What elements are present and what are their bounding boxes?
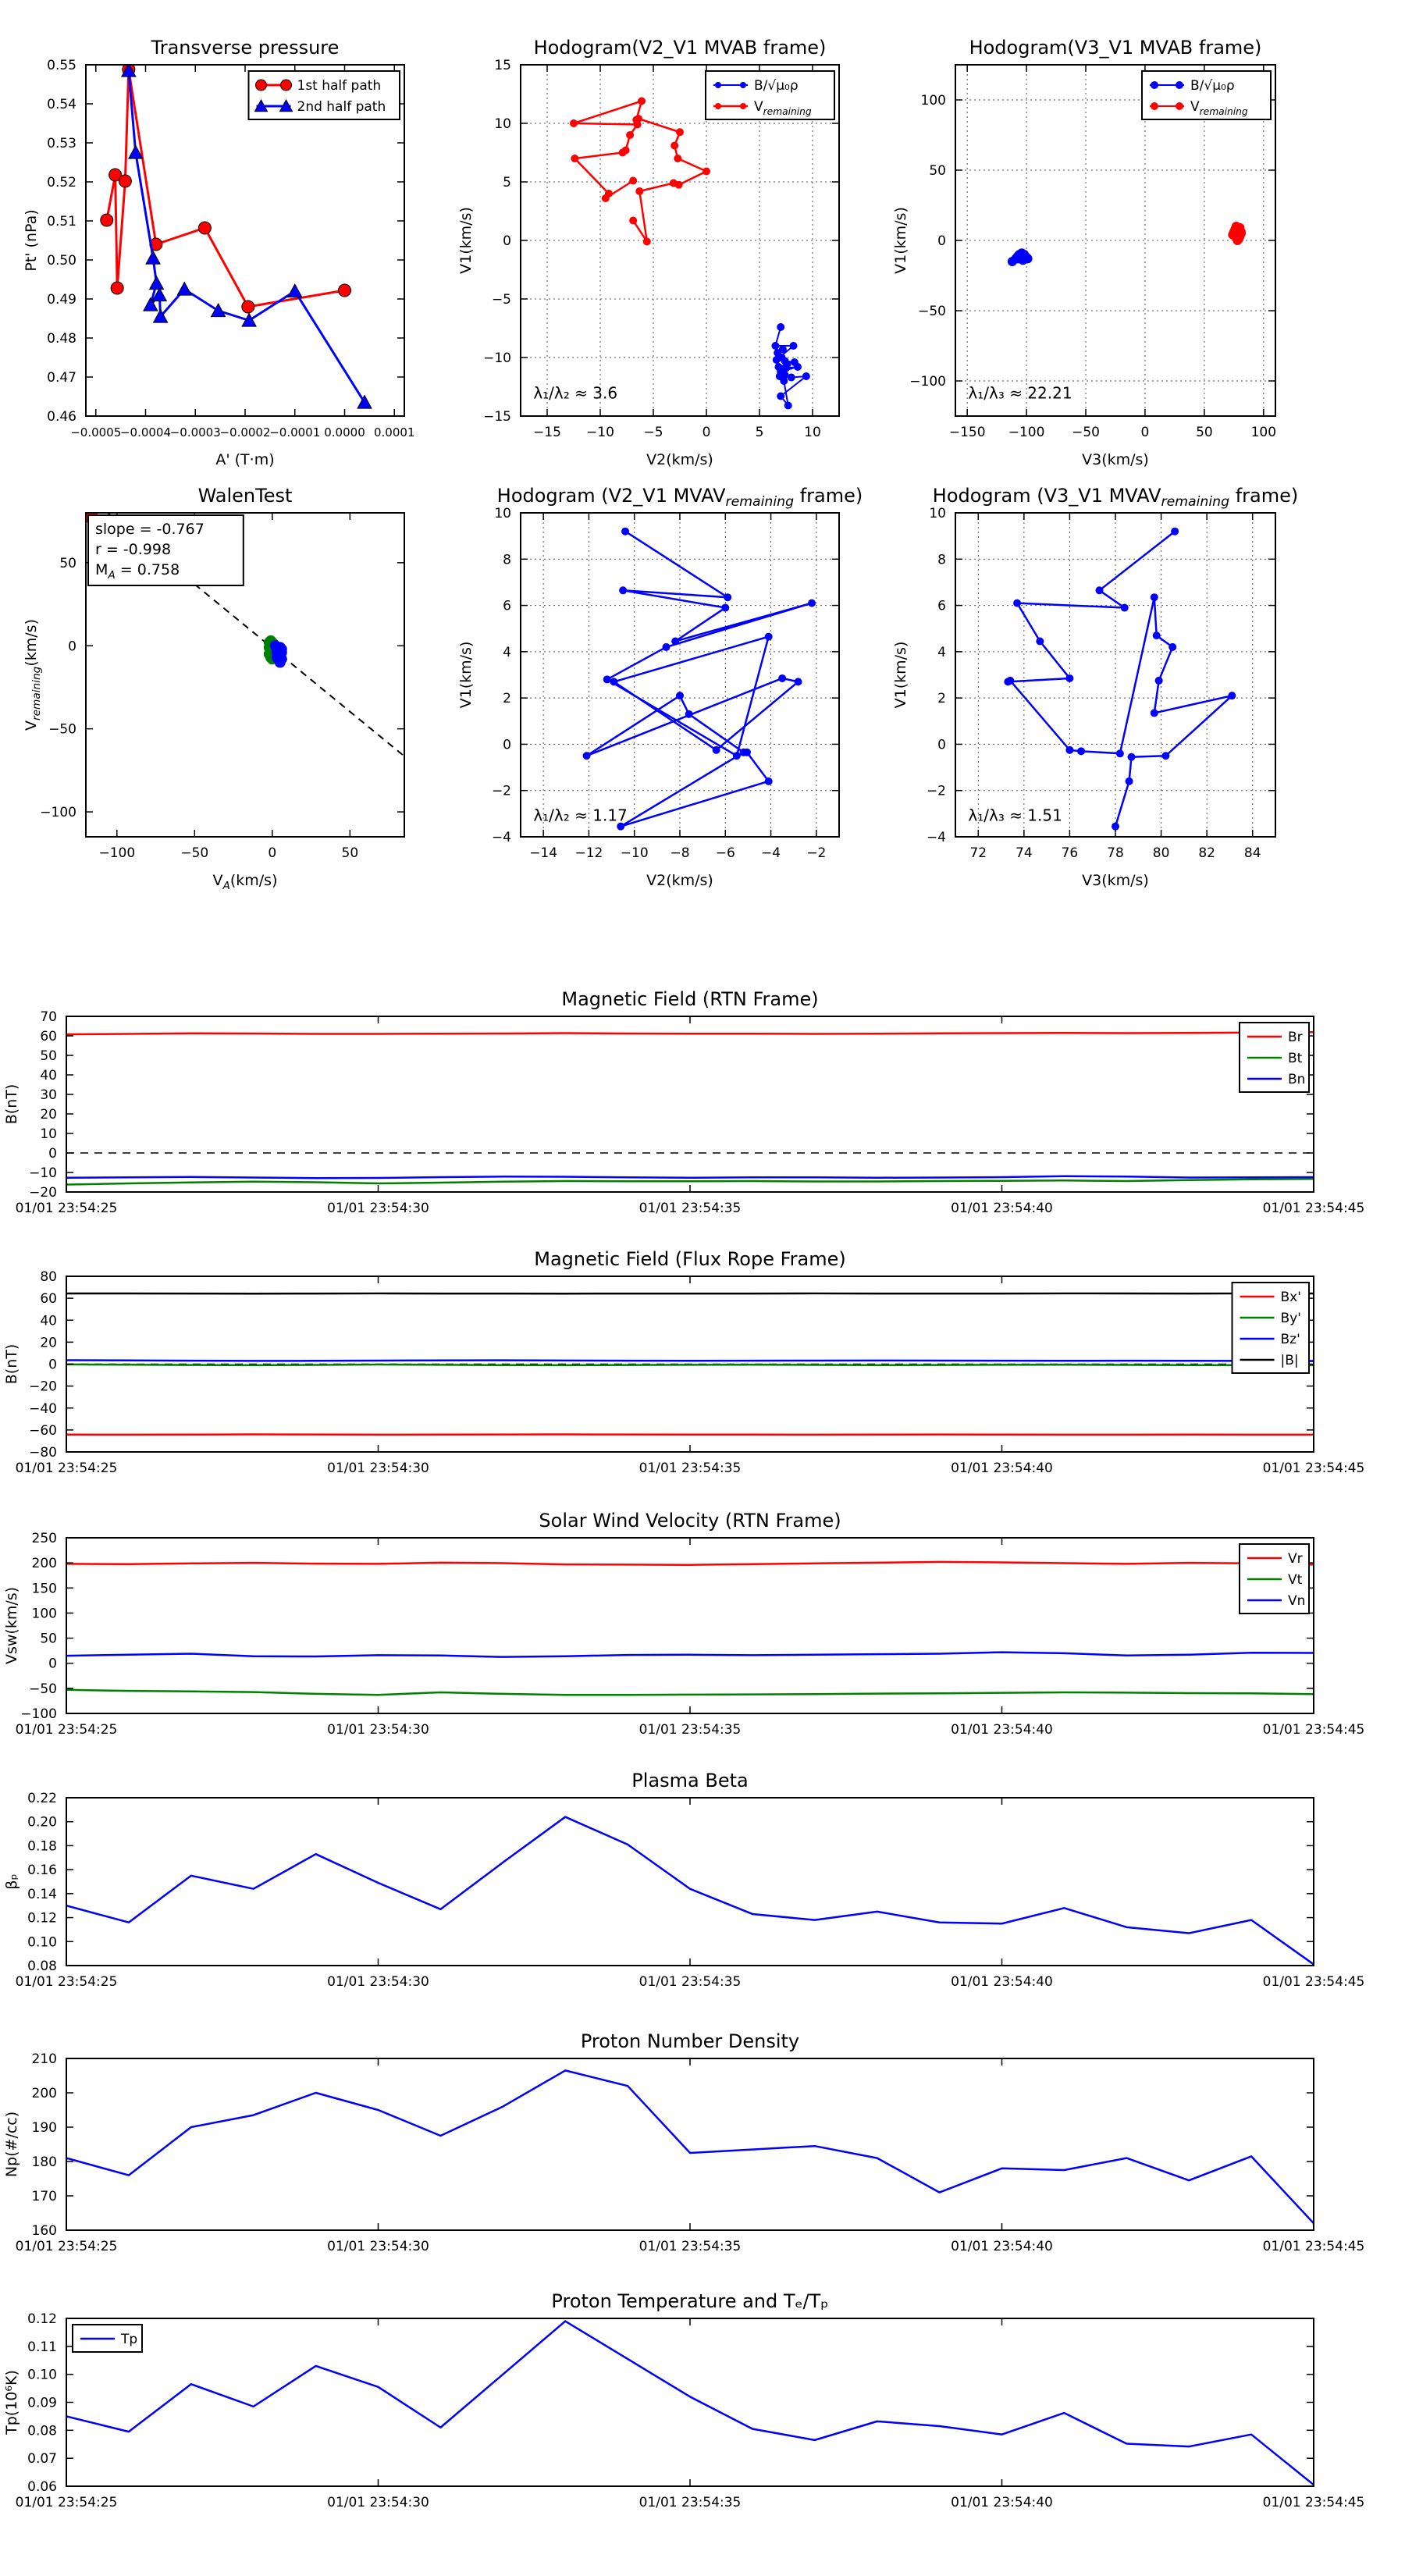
chart-title: Transverse pressure [151, 37, 340, 59]
x-tick-label: 10 [804, 425, 821, 440]
chart-canvas-proton-density [3, 2030, 1365, 2254]
y-tick-label: 2 [503, 691, 511, 707]
chart-title: Solar Wind Velocity (RTN Frame) [539, 1510, 841, 1532]
y-tick-label: 20 [40, 1107, 57, 1123]
y-tick-label: 50 [59, 555, 76, 571]
y-tick-label: 4 [937, 644, 946, 660]
y-tick-label: 40 [40, 1068, 57, 1083]
chart-canvas-plasma-beta [3, 1770, 1365, 1990]
y-tick-label: 20 [40, 1335, 57, 1351]
chart-panel-vsw-rtn [3, 1510, 1365, 1738]
legend [706, 71, 834, 119]
y-tick-label: −10 [29, 1165, 57, 1181]
y-tick-label: 100 [920, 93, 946, 109]
y-tick-label: −10 [483, 350, 511, 366]
y-axis-label: V1(km/s) [892, 207, 909, 274]
x-tick-label: −50 [180, 845, 209, 861]
y-tick-label: 190 [31, 2120, 57, 2136]
x-tick-label: 76 [1061, 845, 1079, 861]
chart-canvas-hodogram-v2v1-mvav [457, 485, 863, 889]
x-tick-label: −10 [620, 845, 649, 861]
y-tick-label: 170 [31, 2189, 57, 2204]
y-axis-label: Pt' (nPa) [23, 209, 40, 272]
y-tick-label: 0.48 [47, 331, 76, 347]
y-tick-label: 0.18 [27, 1838, 57, 1855]
series-vr [66, 1562, 1314, 1565]
legend [1142, 71, 1271, 119]
stats-box [88, 515, 244, 585]
chart-panel-hodogram-v3v1-mvav [892, 485, 1299, 889]
x-tick-label: 01/01 23:54:25 [15, 1201, 118, 1216]
y-tick-label: −4 [491, 830, 511, 845]
y-tick-label: 2 [937, 691, 946, 707]
y-tick-label: 0.07 [27, 2451, 57, 2467]
legend-label: Vn [1288, 1593, 1306, 1609]
y-tick-label: 0.46 [47, 409, 76, 425]
y-tick-label: 0.09 [27, 2395, 57, 2411]
x-tick-label: 01/01 23:54:25 [15, 1461, 118, 1476]
series-bt [66, 1179, 1314, 1184]
x-tick-label: 82 [1198, 845, 1215, 861]
chart-canvas-walen-test [23, 485, 404, 892]
chart-panel-proton-temp [3, 2290, 1365, 2510]
chart-title: Plasma Beta [631, 1770, 749, 1791]
plot-area-vsw-rtn [66, 1562, 1314, 1695]
y-tick-label: −100 [909, 374, 946, 390]
x-tick-label: 01/01 23:54:40 [951, 2495, 1053, 2510]
y-tick-label: 0 [48, 1656, 57, 1672]
annotation: λ₁/λ₃ ≈ 22.21 [968, 383, 1072, 403]
y-tick-label: 160 [31, 2223, 57, 2239]
y-tick-label: −20 [29, 1379, 57, 1395]
y-tick-label: 0.55 [47, 58, 76, 73]
x-tick-label: 01/01 23:54:35 [638, 1974, 742, 1990]
y-tick-label: 0.50 [47, 253, 76, 269]
y-axis-label: $V_{remaining}(km/s)$ [23, 619, 43, 731]
series-np [66, 2070, 1314, 2223]
x-tick-label: −0.0001 [269, 425, 321, 439]
x-tick-label: −12 [574, 845, 603, 861]
x-tick-label: −14 [529, 845, 558, 861]
y-tick-label: 0.53 [47, 136, 76, 151]
x-tick-label: 01/01 23:54:30 [327, 1201, 429, 1216]
chart-panel-transverse-pressure [23, 37, 415, 468]
y-axis-label: V1(km/s) [892, 641, 909, 709]
plot-area-b-fluxrope [66, 1293, 1314, 1435]
x-tick-label: 01/01 23:54:40 [951, 1461, 1053, 1476]
y-tick-label: 10 [40, 1126, 57, 1142]
x-axis-label: V2(km/s) [646, 451, 713, 468]
y-tick-label: 80 [40, 1269, 57, 1285]
x-tick-label: 01/01 23:54:40 [951, 2239, 1053, 2254]
x-tick-label: 0.0001 [374, 425, 415, 439]
y-tick-label: 250 [31, 1531, 57, 1546]
x-tick-label: −0.0005 [70, 425, 122, 439]
x-tick-label: −0.0002 [219, 425, 271, 439]
x-tick-label: 01/01 23:54:40 [951, 1974, 1053, 1990]
plot-area-proton-temp [66, 2322, 1314, 2485]
y-tick-label: 0.47 [47, 370, 76, 386]
chart-panel-walen-test [23, 485, 404, 892]
y-tick-label: 0.12 [27, 2311, 57, 2327]
x-tick-label: −5 [643, 425, 663, 440]
y-tick-label: 0.11 [27, 2339, 57, 2355]
y-tick-label: −2 [926, 783, 946, 799]
chart-canvas-hodogram-v2v1-mvab [457, 37, 839, 468]
y-tick-label: 50 [929, 163, 946, 179]
legend [249, 71, 400, 119]
legend-label: Bt [1288, 1051, 1303, 1066]
y-tick-label: −50 [29, 1681, 57, 1697]
chart-panel-b-rtn [3, 988, 1365, 1216]
plot-area-hodogram-v3v1-mvav [955, 513, 1275, 837]
x-tick-label: −2 [806, 845, 827, 861]
x-tick-label: 0 [268, 845, 277, 861]
chart-canvas-proton-temp [3, 2290, 1365, 2510]
legend-label: Tp [121, 2332, 138, 2347]
y-tick-label: 10 [929, 506, 946, 521]
y-tick-label: 0.10 [27, 1934, 57, 1951]
legend-label: 2nd half path [297, 99, 386, 115]
y-tick-label: −100 [20, 1706, 57, 1722]
y-axis-label: B(nT) [3, 1083, 20, 1125]
chart-canvas-b-fluxrope [3, 1248, 1365, 1476]
y-tick-label: 0.06 [27, 2479, 57, 2495]
y-axis-label: V1(km/s) [457, 207, 475, 274]
series-v-path [583, 528, 816, 831]
series-bn [66, 1176, 1314, 1179]
y-tick-label: 0.08 [27, 1959, 57, 1974]
series-tp [66, 2322, 1314, 2485]
series-vremaining [570, 98, 710, 246]
x-tick-label: 84 [1243, 845, 1261, 861]
y-tick-label: 0 [937, 233, 946, 249]
y-tick-label: −5 [491, 292, 511, 308]
x-tick-label: −0.0004 [119, 425, 172, 439]
y-tick-label: 200 [31, 2086, 57, 2101]
y-tick-label: −50 [918, 304, 946, 319]
plot-area-plasma-beta [66, 1817, 1314, 1965]
x-tick-label: 01/01 23:54:35 [638, 1201, 742, 1216]
x-axis-label: V3(km/s) [1082, 872, 1149, 889]
series-v-path [1004, 528, 1236, 831]
y-tick-label: 0.10 [27, 2367, 57, 2383]
y-tick-label: 60 [40, 1029, 57, 1044]
legend [1240, 1544, 1309, 1614]
legend-label: |B| [1280, 1353, 1299, 1368]
x-tick-label: 01/01 23:54:40 [951, 1201, 1053, 1216]
x-axis-label: $V_A(km/s)$ [212, 872, 278, 892]
x-axis-label: V3(km/s) [1082, 451, 1149, 468]
x-tick-label: 5 [755, 425, 764, 440]
x-tick-label: −0.0003 [169, 425, 221, 439]
y-tick-label: 0 [68, 639, 76, 655]
legend [1240, 1023, 1309, 1092]
x-tick-label: 01/01 23:54:30 [327, 1722, 429, 1738]
y-tick-label: 0.12 [27, 1910, 57, 1927]
y-tick-label: 0.14 [27, 1886, 57, 1902]
y-tick-label: 70 [40, 1009, 57, 1025]
y-tick-label: −60 [29, 1422, 57, 1439]
y-tick-label: 0.16 [27, 1863, 57, 1879]
x-tick-label: 01/01 23:54:45 [1262, 1722, 1365, 1738]
chart-panel-plasma-beta [3, 1770, 1365, 1990]
chart-canvas-transverse-pressure [23, 37, 415, 468]
y-axis-label: V1(km/s) [457, 641, 475, 709]
legend-label: Bz' [1280, 1332, 1300, 1347]
x-tick-label: 80 [1152, 845, 1170, 861]
x-tick-label: 50 [1196, 425, 1213, 440]
x-tick-label: 01/01 23:54:35 [638, 1722, 742, 1738]
chart-panel-hodogram-v2v1-mvav [457, 485, 863, 889]
x-tick-label: 0.0000 [324, 425, 365, 439]
series-vn [66, 1653, 1314, 1657]
y-tick-label: 5 [503, 175, 511, 190]
y-tick-label: 6 [503, 598, 511, 614]
series-vremaining [1228, 222, 1246, 245]
legend-label: Vt [1288, 1572, 1303, 1588]
x-tick-label: −4 [761, 845, 781, 861]
chart-title: Hodogram (V2_V1 $MVAV_{remaining}$ frame) [496, 485, 863, 510]
x-tick-label: 01/01 23:54:45 [1262, 1974, 1365, 1990]
x-tick-label: 01/01 23:54:25 [15, 2239, 118, 2254]
x-tick-label: 01/01 23:54:35 [638, 2495, 742, 2510]
x-tick-label: −6 [715, 845, 735, 861]
chart-title: Hodogram (V3_V1 $MVAV_{remaining}$ frame) [932, 485, 1299, 510]
x-tick-label: 01/01 23:54:25 [15, 1974, 118, 1990]
x-tick-label: −15 [533, 425, 561, 440]
chart-canvas-hodogram-v3v1-mvav [892, 485, 1299, 889]
series-b [771, 323, 809, 410]
x-tick-label: −100 [98, 845, 136, 861]
x-tick-label: 01/01 23:54:30 [327, 2495, 429, 2510]
x-tick-label: 78 [1107, 845, 1124, 861]
chart-panel-hodogram-v3v1-mvab [892, 37, 1277, 468]
y-axis-label: Tp(10⁶K) [3, 2370, 20, 2435]
x-tick-label: 01/01 23:54:35 [638, 1461, 742, 1476]
y-tick-label: 0.49 [47, 292, 76, 308]
y-axis-label: Np(#/cc) [3, 2111, 20, 2178]
x-tick-label: −150 [948, 425, 986, 440]
chart-panel-b-fluxrope [3, 1248, 1365, 1476]
plot-area-hodogram-v2v1-mvav [521, 513, 839, 837]
legend-label: Bx' [1280, 1290, 1301, 1305]
y-axis-label: Vsw(km/s) [3, 1586, 20, 1665]
chart-panel-proton-density [3, 2030, 1365, 2254]
x-tick-label: −8 [670, 845, 690, 861]
y-axis-label: B(nT) [3, 1343, 20, 1385]
legend-label: Bn [1288, 1072, 1306, 1087]
chart-title: Magnetic Field (RTN Frame) [561, 988, 819, 1010]
x-tick-label: 01/01 23:54:45 [1262, 2495, 1365, 2510]
y-tick-label: 200 [31, 1556, 57, 1572]
y-tick-label: 0.54 [47, 97, 76, 112]
y-tick-label: 8 [503, 552, 511, 568]
chart-title: WalenTest [197, 485, 293, 507]
stats-line: r = -0.998 [95, 541, 172, 558]
y-tick-label: 30 [40, 1087, 57, 1103]
x-tick-label: 0 [1140, 425, 1150, 440]
legend-label: Vr [1288, 1551, 1303, 1567]
x-tick-label: 01/01 23:54:30 [327, 1974, 429, 1990]
x-tick-label: 01/01 23:54:45 [1262, 1461, 1365, 1476]
y-tick-label: 40 [40, 1313, 57, 1329]
x-tick-label: 0 [702, 425, 711, 440]
series-vt [66, 1690, 1314, 1695]
x-tick-label: 01/01 23:54:25 [15, 2495, 118, 2510]
y-tick-label: 50 [40, 1048, 57, 1064]
x-tick-label: 01/01 23:54:45 [1262, 2239, 1365, 2254]
y-tick-label: 0.51 [47, 214, 76, 229]
legend-label: Br [1288, 1030, 1303, 1045]
y-tick-label: −2 [491, 783, 511, 799]
y-tick-label: −100 [40, 805, 76, 821]
y-tick-label: 4 [503, 644, 511, 660]
y-tick-label: 210 [31, 2051, 57, 2067]
x-tick-label: 01/01 23:54:25 [15, 1722, 118, 1738]
annotation: λ₁/λ₂ ≈ 3.6 [533, 383, 618, 403]
annotation: λ₁/λ₂ ≈ 1.17 [533, 806, 628, 825]
x-tick-label: −10 [586, 425, 614, 440]
x-tick-label: 100 [1250, 425, 1277, 440]
y-tick-label: 0 [503, 233, 511, 249]
legend-label: $V_{remaining}$ [754, 99, 812, 117]
x-tick-label: −50 [1072, 425, 1100, 440]
x-tick-label: 01/01 23:54:30 [327, 2239, 429, 2254]
series-br [66, 1032, 1314, 1034]
chart-canvas-hodogram-v3v1-mvab [892, 37, 1277, 468]
x-tick-label: 72 [969, 845, 987, 861]
y-tick-label: 10 [494, 506, 511, 521]
plot-area-b-rtn [66, 1032, 1314, 1184]
y-tick-label: 8 [937, 552, 946, 568]
y-tick-label: 100 [31, 1606, 57, 1622]
chart-title: Proton Number Density [580, 2030, 800, 2052]
y-tick-label: 0.52 [47, 175, 76, 190]
x-tick-label: −100 [1008, 425, 1045, 440]
x-tick-label: 01/01 23:54:40 [951, 1722, 1053, 1738]
y-tick-label: 10 [494, 116, 511, 132]
series-by [66, 1364, 1314, 1365]
chart-panel-hodogram-v2v1-mvab [457, 37, 839, 468]
y-tick-label: 0.20 [27, 1814, 57, 1831]
y-tick-label: 0 [937, 737, 946, 753]
legend [1232, 1283, 1310, 1373]
chart-title: Proton Temperature and Tₑ/Tₚ [551, 2290, 829, 2312]
y-tick-label: 0.08 [27, 2423, 57, 2439]
legend-label: By' [1280, 1311, 1301, 1326]
y-tick-label: 50 [40, 1631, 57, 1647]
y-tick-label: 15 [494, 58, 511, 73]
y-tick-label: 0 [503, 737, 511, 753]
stats-line: slope = -0.767 [95, 521, 205, 538]
stats-line: $M_A = 0.758$ [95, 561, 180, 582]
chart-canvas-vsw-rtn [3, 1510, 1365, 1738]
legend-label: $V_{remaining}$ [1190, 99, 1248, 117]
y-tick-label: 60 [40, 1291, 57, 1308]
chart-title: Hodogram(V3_V1 MVAB frame) [969, 37, 1262, 59]
y-tick-label: −4 [926, 830, 946, 845]
series-b [1008, 248, 1033, 266]
x-tick-label: 50 [341, 845, 359, 861]
y-tick-label: −50 [48, 721, 76, 738]
y-tick-label: −20 [29, 1185, 57, 1201]
y-tick-label: −15 [483, 409, 511, 425]
chart-title: Magnetic Field (Flux Rope Frame) [534, 1248, 846, 1270]
x-tick-label: 01/01 23:54:35 [638, 2239, 742, 2254]
plot-area-proton-density [66, 2070, 1314, 2223]
x-tick-label: 74 [1016, 845, 1033, 861]
legend [73, 2325, 142, 2352]
y-tick-label: 6 [937, 598, 946, 614]
x-tick-label: 01/01 23:54:45 [1262, 1201, 1365, 1216]
x-axis-label: A' (T·m) [215, 451, 275, 468]
y-tick-label: 180 [31, 2154, 57, 2170]
x-tick-label: 01/01 23:54:30 [327, 1461, 429, 1476]
y-tick-label: 0.22 [27, 1791, 57, 1806]
y-tick-label: −80 [29, 1445, 57, 1461]
legend-label: B/√μ₀ρ [1190, 78, 1235, 94]
x-axis-label: V2(km/s) [646, 872, 713, 889]
legend-label: 1st half path [297, 78, 382, 94]
y-tick-label: −40 [29, 1400, 57, 1417]
y-tick-label: 0 [48, 1146, 57, 1162]
y-tick-label: 150 [31, 1581, 57, 1597]
series-beta [66, 1817, 1314, 1965]
y-tick-label: 0 [48, 1357, 57, 1373]
chart-canvas-b-rtn [3, 988, 1365, 1216]
legend-label: B/√μ₀ρ [754, 78, 799, 94]
series-bz [66, 1360, 1314, 1361]
annotation: λ₁/λ₃ ≈ 1.51 [968, 806, 1062, 825]
y-axis-label: βₚ [3, 1873, 20, 1890]
chart-title: Hodogram(V2_V1 MVAB frame) [533, 37, 827, 59]
